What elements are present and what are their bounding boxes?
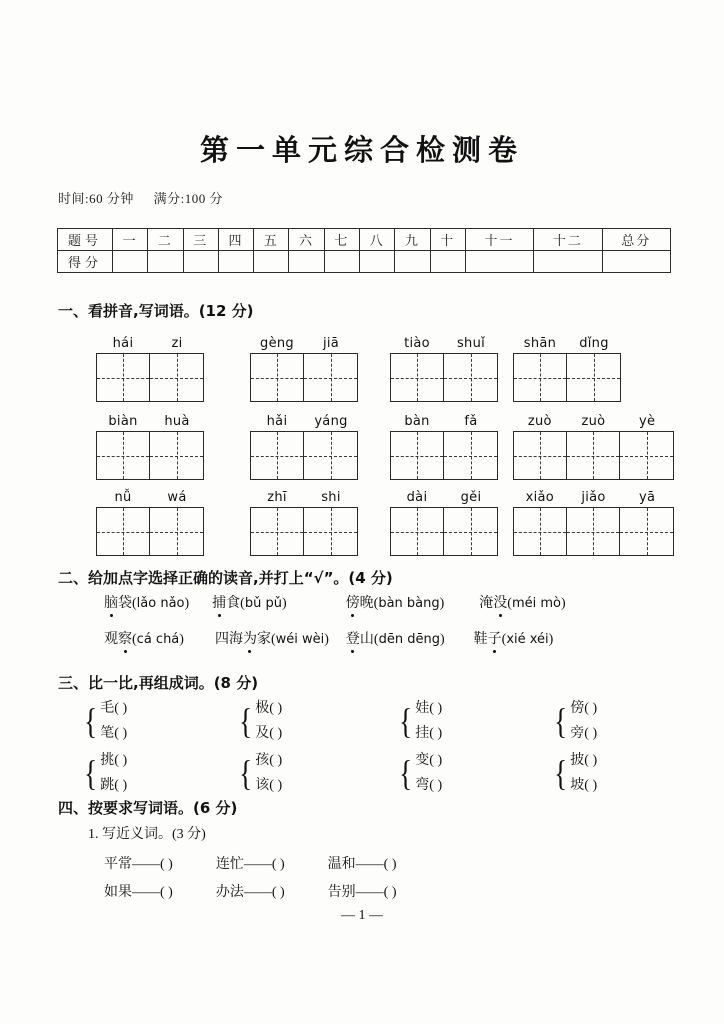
pinyin-syllable: fǎ — [464, 414, 478, 429]
score-cell-7[interactable] — [324, 251, 359, 273]
synonym-item[interactable] — [328, 881, 397, 901]
answer-blank[interactable]: ( ) — [269, 701, 283, 716]
pinyin-syllable: biàn — [108, 414, 138, 429]
word-pair-words — [100, 696, 127, 746]
section-4-subheading-1: 1. 写近义词。(3 分) — [88, 827, 206, 842]
score-cell-3[interactable] — [183, 251, 218, 273]
synonym-item[interactable] — [216, 853, 285, 873]
section-2-heading: 二、给加点字选择正确的读音,并打上“√”。(4 分) — [58, 569, 393, 587]
page-number: — 1 — — [341, 908, 383, 923]
synonym-item[interactable] — [104, 853, 173, 873]
answer-blank[interactable]: ( ) — [584, 753, 598, 768]
writing-grid[interactable] — [96, 507, 204, 556]
pinyin-labels — [250, 490, 358, 505]
writing-grid[interactable] — [390, 431, 498, 480]
pinyin-choice-line-1 — [104, 592, 566, 612]
word-char: 该 — [255, 778, 270, 793]
score-table — [57, 228, 671, 273]
synonym-word: 如果 — [104, 885, 132, 900]
answer-blank[interactable]: ( ) — [114, 726, 128, 741]
score-col-2: 二 — [148, 229, 183, 251]
score-cell-12[interactable] — [534, 251, 602, 273]
synonym-row-1 — [104, 853, 396, 873]
writing-grid[interactable] — [250, 431, 358, 480]
score-col-8: 八 — [359, 229, 394, 251]
writing-cell[interactable] — [391, 354, 444, 401]
pinyin-syllable: yè — [638, 414, 656, 429]
answer-blank[interactable]: ——( ) — [132, 857, 173, 872]
pinyin-labels — [96, 414, 204, 429]
writing-cell[interactable] — [514, 354, 567, 401]
word-pair-group — [237, 748, 397, 798]
word-char: 孩 — [255, 753, 270, 768]
dotted-char: 子 — [488, 628, 502, 648]
pinyin-labels — [250, 336, 358, 351]
writing-cell[interactable] — [150, 432, 203, 479]
writing-cell[interactable] — [444, 432, 497, 479]
writing-cell[interactable] — [251, 432, 304, 479]
pinyin-options[interactable]: cá chá — [136, 632, 180, 647]
writing-cell[interactable] — [304, 354, 357, 401]
writing-cell[interactable] — [304, 432, 357, 479]
word-char: 披 — [570, 753, 585, 768]
score-col-9: 九 — [395, 229, 430, 251]
score-cell-8[interactable] — [359, 251, 394, 273]
word-char: 挂 — [415, 726, 430, 741]
writing-cell[interactable] — [97, 354, 150, 401]
word-pair-words — [100, 748, 127, 798]
writing-cell[interactable] — [251, 354, 304, 401]
score-col-6: 六 — [289, 229, 324, 251]
row-label-score: 得分 — [58, 251, 113, 273]
word-char: 笔 — [100, 726, 115, 741]
pinyin-syllable: dǐng — [579, 336, 609, 351]
writing-cell[interactable] — [304, 508, 357, 555]
pinyin-item-7 — [390, 414, 498, 480]
answer-blank[interactable]: ( ) — [429, 753, 443, 768]
brace-icon: { — [84, 753, 98, 793]
score-cell-1[interactable] — [113, 251, 148, 273]
dotted-char: 察 — [118, 628, 132, 648]
score-col-4: 四 — [218, 229, 253, 251]
writing-cell[interactable] — [514, 432, 567, 479]
answer-blank[interactable]: ( ) — [584, 726, 598, 741]
pinyin-options[interactable]: méi mò — [511, 596, 561, 611]
pinyin-labels — [513, 336, 621, 351]
brace-icon: { — [84, 701, 98, 741]
pinyin-item-8 — [513, 414, 674, 480]
answer-blank[interactable]: ( ) — [269, 726, 283, 741]
pinyin-labels — [390, 336, 498, 351]
pinyin-syllable: yā — [639, 490, 656, 505]
char-prefix: 淹 — [479, 596, 494, 611]
dotted-char: 为 — [243, 628, 257, 648]
answer-blank[interactable]: ——( ) — [243, 885, 285, 900]
pinyin-options[interactable]: bàn bàng — [378, 596, 440, 611]
writing-cell[interactable] — [620, 432, 673, 479]
score-cell-2[interactable] — [148, 251, 183, 273]
answer-blank[interactable]: ( ) — [114, 753, 128, 768]
pinyin-syllable: hǎi — [266, 414, 288, 429]
synonym-word: 告别 — [327, 885, 356, 900]
pinyin-item-10 — [250, 490, 358, 556]
synonym-item[interactable] — [328, 853, 397, 873]
synonym-item[interactable] — [216, 881, 285, 901]
dotted-char: 傍 — [346, 592, 360, 612]
table-row-scores — [58, 251, 671, 273]
score-col-5: 五 — [254, 229, 289, 251]
pinyin-options[interactable]: bǔ pǔ — [244, 596, 282, 611]
word-pair-words — [255, 748, 282, 798]
choice-item[interactable]: 傍晚(bàn bàng) — [346, 592, 445, 612]
writing-grid[interactable] — [250, 507, 358, 556]
pinyin-item-12 — [513, 490, 674, 556]
answer-blank[interactable]: ( ) — [269, 778, 283, 793]
brace-icon: { — [239, 753, 253, 793]
brace-icon: { — [554, 701, 568, 741]
score-cell-9[interactable] — [395, 251, 430, 273]
word-char: 娃 — [415, 701, 430, 716]
writing-grid[interactable] — [513, 431, 674, 480]
pinyin-syllable: huà — [164, 414, 190, 429]
pinyin-syllable: wá — [167, 490, 187, 505]
page-title: 第一单元综合检测卷 — [199, 133, 524, 167]
writing-cell[interactable] — [97, 508, 150, 555]
dotted-char: 脑 — [104, 592, 118, 612]
score-cell-6[interactable] — [289, 251, 324, 273]
section-1-heading: 一、看拼音,写词语。(12 分) — [58, 302, 254, 320]
section-3-heading: 三、比一比,再组成词。(8 分) — [58, 674, 259, 692]
brace-icon: { — [399, 701, 413, 741]
word-pair-group — [82, 748, 237, 798]
answer-blank[interactable]: ( ) — [429, 778, 443, 793]
pinyin-labels — [390, 490, 498, 505]
word-pair-group — [237, 696, 397, 746]
synonym-word: 平常 — [104, 857, 132, 872]
writing-grid[interactable] — [96, 353, 204, 402]
score-col-7: 七 — [324, 229, 359, 251]
writing-grid[interactable] — [513, 353, 621, 402]
char-prefix: 四海 — [214, 632, 243, 647]
answer-blank[interactable]: ( ) — [114, 701, 128, 716]
word-char: 跳 — [100, 778, 115, 793]
score-col-total: 总分 — [602, 229, 671, 251]
synonym-word: 办法 — [215, 885, 244, 900]
pinyin-syllable: xiǎo — [525, 490, 555, 505]
pinyin-labels — [96, 490, 204, 505]
word-char: 挑 — [100, 753, 115, 768]
pinyin-item-2 — [250, 336, 358, 402]
word-char: 变 — [415, 753, 430, 768]
writing-cell[interactable] — [150, 508, 203, 555]
answer-blank[interactable]: ——( ) — [243, 857, 285, 872]
choice-item[interactable]: 四海为家(wéi wèi) — [215, 628, 329, 648]
writing-cell[interactable] — [391, 432, 444, 479]
pinyin-syllable: gèng — [260, 336, 294, 351]
section-4-heading: 四、按要求写词语。(6 分) — [58, 799, 238, 817]
score-cell-10[interactable] — [430, 251, 465, 273]
pinyin-syllable: tiào — [404, 336, 430, 351]
writing-cell[interactable] — [251, 508, 304, 555]
table-row-question-numbers — [58, 229, 671, 251]
writing-grid[interactable] — [513, 507, 674, 556]
word-char: 傍 — [570, 701, 585, 716]
answer-blank[interactable]: ( ) — [114, 778, 128, 793]
char-rest: 晚 — [359, 596, 374, 611]
char-rest: 家 — [256, 632, 271, 647]
score-col-12: 十二 — [534, 229, 602, 251]
choice-item[interactable]: 鞋子(xié xéi) — [474, 628, 554, 648]
pinyin-syllable: dài — [406, 490, 428, 505]
score-cell-total[interactable] — [602, 251, 671, 273]
word-pair-group — [397, 696, 552, 746]
choice-item[interactable]: 捕食(bǔ pǔ) — [212, 592, 286, 612]
writing-cell[interactable] — [620, 508, 673, 555]
pinyin-options[interactable]: wéi wèi — [275, 632, 325, 647]
pinyin-syllable: zuò — [527, 414, 552, 429]
writing-grid[interactable] — [390, 353, 498, 402]
pinyin-choice-line-2 — [104, 628, 553, 648]
synonym-word: 温和 — [327, 857, 356, 872]
brace-icon: { — [239, 701, 253, 741]
choice-item[interactable]: 登山(dēn dēng) — [346, 628, 445, 648]
char-rest: 食 — [226, 596, 241, 611]
writing-cell[interactable] — [391, 508, 444, 555]
answer-blank[interactable]: ——( ) — [355, 857, 397, 872]
word-pair-words — [570, 748, 597, 798]
answer-blank[interactable]: ( ) — [584, 701, 598, 716]
score-cell-4[interactable] — [218, 251, 253, 273]
word-pair-words — [255, 696, 282, 746]
pinyin-syllable: yáng — [314, 414, 348, 429]
exam-meta — [58, 188, 239, 207]
synonym-item[interactable] — [104, 881, 173, 901]
word-char: 弯 — [415, 778, 430, 793]
word-char: 旁 — [570, 726, 585, 741]
score-cell-11[interactable] — [465, 251, 533, 273]
brace-icon: { — [554, 753, 568, 793]
score-cell-5[interactable] — [254, 251, 289, 273]
writing-grid[interactable] — [390, 507, 498, 556]
pinyin-syllable: shi — [321, 490, 341, 505]
pinyin-syllable: gěi — [460, 490, 482, 505]
char-prefix: 鞋 — [473, 632, 488, 647]
pinyin-syllable: jiā — [322, 336, 340, 351]
synonym-word: 连忙 — [215, 857, 244, 872]
synonym-row-2 — [104, 881, 396, 901]
word-pair-words — [415, 696, 442, 746]
word-pair-group — [397, 748, 552, 798]
pinyin-options[interactable]: lǎo nǎo — [136, 596, 185, 611]
word-pair-row-1 — [82, 696, 597, 746]
pinyin-item-1 — [96, 336, 204, 402]
time-label: 时间:60 分钟 — [58, 191, 134, 206]
writing-cell[interactable] — [444, 508, 497, 555]
pinyin-syllable: nǚ — [114, 490, 132, 505]
answer-blank[interactable]: ( ) — [584, 778, 598, 793]
char-rest: 袋 — [118, 596, 132, 611]
word-pair-group — [552, 696, 597, 746]
char-prefix: 观 — [104, 632, 118, 647]
writing-cell[interactable] — [567, 354, 620, 401]
pinyin-syllable: zuò — [581, 414, 606, 429]
pinyin-item-5 — [96, 414, 204, 480]
pinyin-item-11 — [390, 490, 498, 556]
writing-cell[interactable] — [444, 354, 497, 401]
word-pair-group — [82, 696, 237, 746]
pinyin-item-6 — [250, 414, 358, 480]
answer-blank[interactable]: ( ) — [429, 726, 443, 741]
writing-cell[interactable] — [567, 432, 620, 479]
score-col-1: 一 — [113, 229, 148, 251]
answer-blank[interactable]: ——( ) — [132, 885, 173, 900]
pinyin-labels — [96, 336, 204, 351]
pinyin-syllable: shuǐ — [456, 336, 486, 351]
pinyin-item-9 — [96, 490, 204, 556]
word-pair-words — [570, 696, 597, 746]
word-pair-words — [415, 748, 442, 798]
writing-grid[interactable] — [250, 353, 358, 402]
writing-grid[interactable] — [96, 431, 204, 480]
answer-blank[interactable]: ( ) — [269, 753, 283, 768]
writing-cell[interactable] — [514, 508, 567, 555]
pinyin-options[interactable]: xié xéi — [506, 632, 549, 647]
char-rest: 山 — [359, 632, 374, 647]
dotted-char: 登 — [346, 628, 360, 648]
total-score-label: 满分:100 分 — [153, 191, 223, 206]
pinyin-syllable: zhī — [267, 490, 287, 505]
word-char: 极 — [255, 701, 270, 716]
dotted-char: 捕 — [212, 592, 226, 612]
answer-blank[interactable]: ——( ) — [355, 885, 397, 900]
pinyin-options[interactable]: dēn dēng — [378, 632, 440, 647]
pinyin-labels — [390, 414, 498, 429]
pinyin-syllable: hái — [112, 336, 134, 351]
pinyin-labels — [513, 490, 674, 505]
pinyin-item-4 — [513, 336, 621, 402]
word-char: 毛 — [100, 701, 115, 716]
choice-item[interactable]: 脑袋(lǎo nǎo) — [104, 592, 189, 612]
pinyin-syllable: shān — [523, 336, 557, 351]
choice-item[interactable]: 淹没(méi mò) — [479, 592, 565, 612]
word-char: 坡 — [570, 778, 585, 793]
writing-cell[interactable] — [150, 354, 203, 401]
writing-cell[interactable] — [567, 508, 620, 555]
writing-cell[interactable] — [97, 432, 150, 479]
pinyin-syllable: jiǎo — [581, 490, 606, 505]
pinyin-labels — [250, 414, 358, 429]
word-char: 及 — [255, 726, 270, 741]
brace-icon: { — [399, 753, 413, 793]
score-col-3: 三 — [183, 229, 218, 251]
word-pair-row-2 — [82, 748, 597, 798]
word-pair-group — [552, 748, 597, 798]
score-col-10: 十 — [430, 229, 465, 251]
pinyin-syllable: bàn — [404, 414, 430, 429]
row-label-question: 题号 — [58, 229, 113, 251]
answer-blank[interactable]: ( ) — [429, 701, 443, 716]
dotted-char: 没 — [493, 592, 507, 612]
choice-item[interactable]: 观察(cá chá) — [104, 628, 184, 648]
score-col-11: 十一 — [465, 229, 533, 251]
pinyin-item-3 — [390, 336, 498, 402]
pinyin-syllable: zi — [171, 336, 183, 351]
pinyin-labels — [513, 414, 674, 429]
